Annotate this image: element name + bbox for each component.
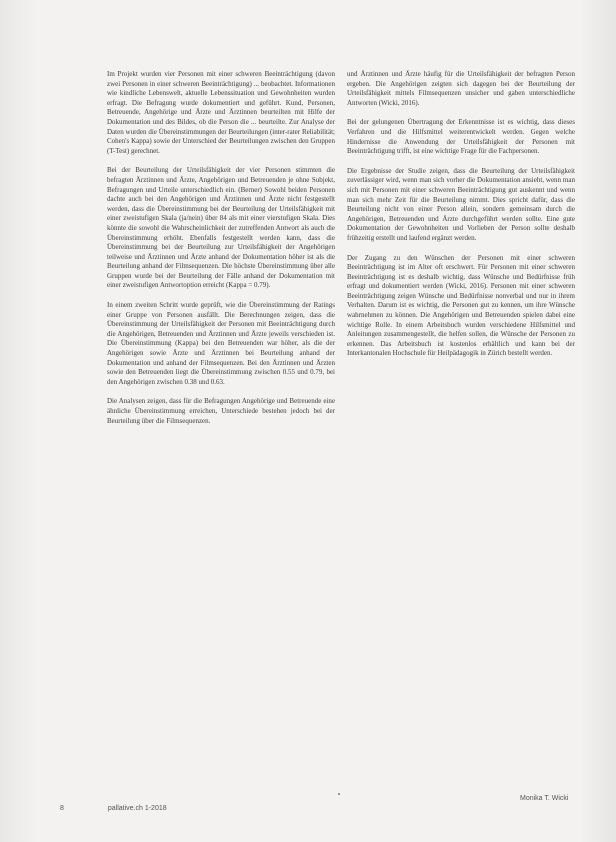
body-paragraph: Bei der gelungenen Übertragung der Erkenntnisse ist es wichtig, dass dieses Verfahren und die Hilfsmittel weiterentwickelt werden. Gegen welche Hindernisse die Anwendung der Urteilsfähigkeit der Personen mit Beeinträchtigung trifft, ist eine wichtige Frage für die Fachpersonen. [347,118,575,156]
body-paragraph: Im Projekt wurden vier Personen mit einer schweren Beeinträchtigung (davon zwei Personen in einer schweren Beeinträchtigung) ... beobachtet. Informationen wie kindliche Lebenswelt, aktuelle Lebenssituation und Gewohnheiten wurden erfragt. Die Befragung wurde dokumentiert und geführt. Kund, Personen, Betreuende, Angehörige und Ärzte und Ärztinnen beurteilten mit Hilfe der Dokumentation und des Bildes, ob die Person die ... beurteilte. Zur Analyse der Daten wurden die Übereinstimmungen der Beurteilungen (inter-rater Reliabilität; Cohen's Kappa) sowie der Unterschied der Beurteilungen zwischen den Gruppen (T-Test) gerechnet. [107,70,335,155]
left-text-column [107,70,335,786]
body-paragraph: Die Ergebnisse der Studie zeigen, dass die Beurteilung der Urteilsfähigkeit zuverlässiger wird, wenn man sich vorher die Dokumentation ansieht, wenn man sich mit Personen mit einer schweren Beeinträchtigung gut auskennt und wenn man sich mehr Zeit für die Beurteilung nimmt. Dies spricht dafür, dass die Beurteilung nicht von einer Person allein, sondern gemeinsam durch die Angehörigen, Betreuenden und Ärzte durchgeführt werden sollte. Eine gute Dokumentation der Gewohnheiten und Vorlieben der Person sollte deshalb frühzeitig erstellt und laufend ergänzt werden. [347,166,575,242]
author-credit: Monika T. Wicki [520,795,569,802]
print-mark [338,793,340,795]
page-footer [60,805,167,812]
body-paragraph: In einem zweiten Schritt wurde geprüft, wie die Übereinstimmung der Ratings einer Gruppe von Personen ausfällt. Die Berechnungen zeigen, dass die Übereinstimmung der Urteilsfähigkeit der Personen mit Beeinträchtigung durch die Angehörigen, Betreuenden und Ärztinnen und Ärzte jeweils verschieden ist. Die Übereinstimmung (Kappa) bei den Betreuenden war höher, als die der Angehörigen sowie Ärzte und Ärztinnen bei Beurteilung anhand der Dokumentation und anhand der Filmsequenzen. Bei den Ärztinnen und Ärzten sowie den Betreuenden liegt die Übereinstimmung zwischen 0.55 und 0.79, bei den Angehörigen zwischen 0.38 und 0.63. [107,301,335,386]
body-paragraph: Der Zugang zu den Wünschen der Personen mit einer schweren Beeinträchtigung ist im Alter oft erschwert. Für Personen mit einer schweren Beeinträchtigung ist es deshalb wichtig, dass Wünsche und Bedürfnisse früh erfragt und dokumentiert werden (Wicki, 2016). Personen mit einer schweren Beeinträchtigung zeigen Wünsche und Bedürfnisse nonverbal und nur in ihrem Verhalten. Darum ist es wichtig, die Personen gut zu kennen, um ihre Wünsche wahrnehmen zu können. Die Angehörigen und Betreuenden spielen dabei eine wichtige Rolle. In einem Arbeitsbuch wurden verschiedene Hilfsmittel und Anleitungen zusammengestellt, die helfen sollen, die Wünsche der Personen zu erkennen. Das Arbeitsbuch ist kostenlos erhältlich und kann bei der Interkantonalen Hochschule für Heilpädagogik in Zürich bestellt werden. [347,253,575,358]
journal-name: pallative.ch 1-2018 [107,805,167,812]
body-paragraph: Die Analysen zeigen, dass für die Befragungen Angehörige und Betreuende eine ähnliche Übereinstimmung erreichen, Unterschiede bestehen jedoch bei der Beurteilung über die Filmsequenzen. [107,397,335,425]
page-number: 8 [60,805,64,812]
right-text-column [347,70,575,792]
body-paragraph: Bei der Beurteilung der Urteilsfähigkeit der vier Personen stimmten die befragten Ärztinnen und Ärzte, Angehörigen und Betreuenden je ohne Subjekt, Befragungen und Urteile unterschiedlich ein. (Berner) Sowohl beiden Personen dachte auch bei den Angehörigen und Ärztinnen und Ärzte nicht festgestellt werden, dass die Übereinstimmung bei der Beurteilung der Urteilsfähigkeit mit einer zweistufigen Skala (ja/nein) über 84 als mit einer vierstufigen Skala. Dies könnte die sowohl die Wahrscheinlichkeit der zutreffenden Antwort als auch die Übereinstimmung erhöht. Ebenfalls festgestellt werden kann, dass die Übereinstimmung bei der Beurteilung zur Urteilsfähigkeit der Angehörigen teilweise und Ärztinnen und Ärzte anhand der Dokumentation höher ist als die Beurteilung anhand der Filmsequenzen. Die höchste Übereinstimmung über alle Gruppen wurde bei der Beurteilung der Fälle anhand der Dokumentation mit einer zweistufigen Antwortoption erreicht (Kappa = 0.79). [107,166,335,290]
body-paragraph: und Ärztinnen und Ärzte häufig für die Urteilsfähigkeit der befragten Person ergeben. Die Angehörigen zeigten sich dagegen bei der Beurteilung der Urteilsfähigkeit mittels Filmsequenzen unsicher und gaben unterschiedliche Antworten (Wicki, 2016). [347,70,575,107]
